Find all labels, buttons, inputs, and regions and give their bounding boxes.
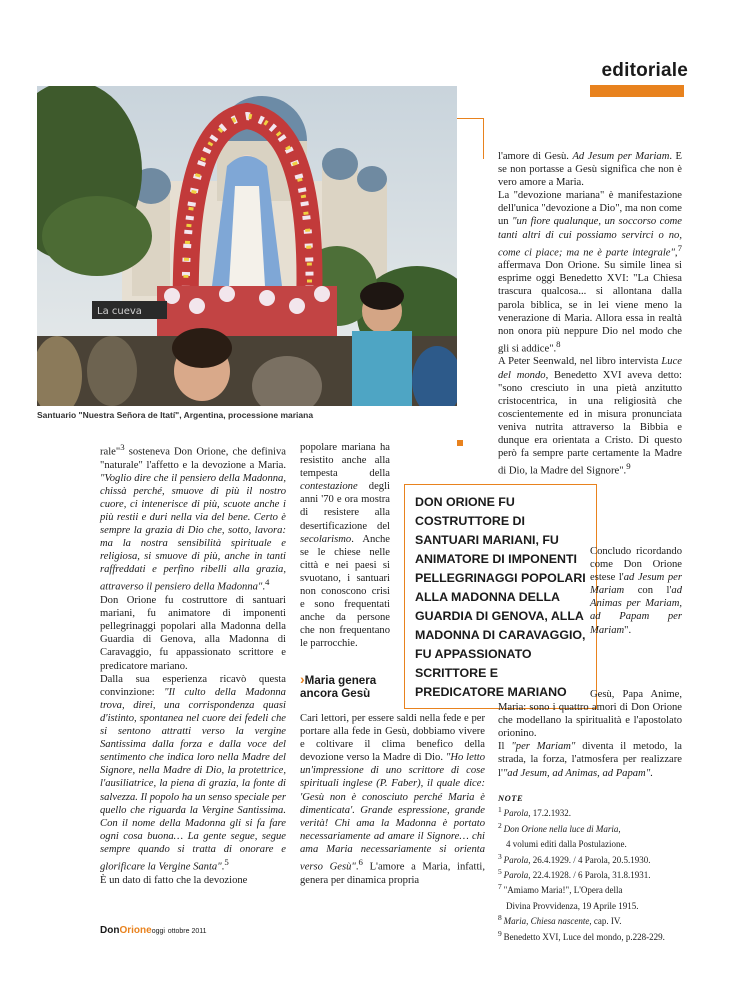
note-number: 9 xyxy=(498,928,504,938)
note-title: Parola xyxy=(503,870,529,881)
col3-paragraph-3: A Peter Seenwald, nel libro intervista Luce del mondo, Benedetto XVI aveva detto: "sono cresciuto in una pietà anzitutto cristocentrica, in una religiosità che coscientemente ed in misura pronunciata veniva nutrita attraverso la Bibbia e dunque era orientata a Cristo. Di questo però fa sempre parte certamente la Madre di Dio, la Madre del Signore".$^9$ xyxy=(498,356,682,477)
col3-paragraph-6: Il "per Mariam" diventa il metodo, la strada, la forza, l'atmosfera per realizzare l'"ad Jesum, ad Animas, ad Papam". xyxy=(498,741,682,779)
col1-paragraph-2: Don Orione fu costruttore di santuari mariani, fu animatore di imponenti pellegrinaggi popolari alla Madonna della Guardia di Genova, alla Madonna di Caravaggio, fu appassionato scrittore e predicatore mariano. xyxy=(100,595,286,672)
note-title: Don Orione nella luce di Maria xyxy=(503,823,619,834)
note-text: Benedetto XVI, Luce del mondo, p.228-229. xyxy=(503,931,665,942)
photo-caption: Santuario "Nuestra Señora de Itatí", Argentina, processione mariana xyxy=(37,410,314,420)
footer-brand xyxy=(100,925,207,936)
col3-paragraph-5: Gesù, Papa Anime, Maria: sono i quattro amori di Don Orione che modellano la spiritualità e l'apostolato orionino. xyxy=(498,689,682,740)
note-number: 3 xyxy=(498,851,504,861)
column-3-bottom xyxy=(498,688,682,780)
note-text: "Amiamo Maria!", L'Opera della xyxy=(503,885,623,896)
column-3-narrow xyxy=(590,545,682,637)
col3-paragraph-4: Concludo ricordando come Don Orione estese l'ad Jesum per Mariam con l'ad Animas per Mariam, ad Papam per Mariam". xyxy=(590,546,682,636)
subheading: ›Maria genera ancora Gesù xyxy=(300,671,377,700)
note-item xyxy=(498,912,682,927)
col3-paragraph-1: l'amore di Gesù. Ad Jesum per Mariam. E se non portasse a Gesù significa che non è vero amore a Maria. xyxy=(498,151,682,189)
col1-paragraph-4: È un dato di fatto che la devozione xyxy=(100,874,248,886)
note-number: 7 xyxy=(498,882,504,892)
note-item xyxy=(498,928,682,943)
note-number: 5 xyxy=(498,867,504,877)
note-text: , 22.4.1928. / 6 Parola, 31.8.1931. xyxy=(528,870,651,881)
col2-paragraph-2: Cari lettori, per essere saldi nella fede e per portare alla fede in Gesù, dobbiamo vivere e coltivare il clima benefico della devozione verso la Madre di Dio. "Ho letto un'impressione di uno scrittore di cose spirituali inglese (P. Faber), il quale dice: 'Gesù non è conosciuto perché Maria è dimenticata'. Grande espressione, grande verità! Chi ama la Madonna è portato necessariamente ad amare il Signore… chi ama Maria necessariamente si orienta verso Gesù".$^6$ L'amore a Maria, infatti, genera per dinamica propria xyxy=(300,713,486,886)
note-text: , 17.2.1932. xyxy=(528,808,572,819)
note-number: 1 xyxy=(498,805,504,815)
footer-brand-orione: Orione xyxy=(119,925,152,936)
note-item xyxy=(498,835,682,850)
note-number: 2 xyxy=(498,820,504,830)
note-item xyxy=(498,881,682,896)
svg-text:La cueva: La cueva xyxy=(97,306,142,317)
note-title: Parola xyxy=(503,854,529,865)
note-text: 4 volumi editi dalla Postulazione. xyxy=(506,839,627,850)
note-number: 8 xyxy=(498,913,504,923)
note-text: , xyxy=(618,823,621,834)
note-text: , 26.4.1929. / 4 Parola, 20.5.1930. xyxy=(528,854,651,865)
note-item xyxy=(498,897,682,912)
col3-paragraph-2: La "devozione mariana" è manifestazione dell'unica "devozione a Dio", ma non come un "un fiore qualunque, un soccorso come tanti altri di cui possiamo servirci o no, come ci piace; ma ne è parte integrale",$^7$ affermava Don Orione. Su simile linea si esprime oggi Benedetto XVI: "La Chiesa trascura qualcosa... si allontana dalla parola biblica, se in lei viene meno la venerazione di Maria. Allora essa in realtà non onora più neppure Dio nel modo che gli si addice".$^8$ xyxy=(498,190,682,355)
decorative-frame xyxy=(457,118,484,159)
pull-quote: DON ORIONE FU COSTRUTTORE DI SANTUARI MARIANI, FU ANIMATORE DI IMPONENTI PELLEGRINAGGI POPOLARI ALLA MADONNA DELLA GUARDIA DI GENOVA, ALLA MADONNA DI CARAVAGGIO, FU APPASSIONATO SCRITTORE E PREDICATORE MARIANO xyxy=(404,484,597,709)
note-item xyxy=(498,851,682,866)
col2-paragraph-1: popolare mariana ha resistito anche alla tempesta della contestazione degli anni '70 e ora mostra di resistere alla desertificazione del secolarismo. Anche se le chiese nelle città e nei paesi si svuotano, i santuari non conoscono crisi e sono frequentati anche da persone che non frequentano le parrocchie. xyxy=(300,442,390,650)
note-text: Divina Provvidenza, 19 Aprile 1915. xyxy=(506,900,639,911)
column-3 xyxy=(498,150,682,478)
footer-brand-oggi: oggi xyxy=(151,928,165,935)
column-1 xyxy=(100,441,286,887)
notes-block xyxy=(498,793,682,943)
chevron-right-icon: › xyxy=(300,671,305,687)
note-item xyxy=(498,866,682,881)
notes-title: NOTE xyxy=(498,793,524,803)
column-2b xyxy=(300,712,485,887)
col1-paragraph-3: Dalla sua esperienza ricavò questa convinzione: "Il culto della Madonna trova, direi, una corrispondenza quasi d'istinto, spontanea nel cuore dei fedeli che si sentono attratti verso la vergine Santissima dalla forza e dalla voce del sentimento che indica loro nella Madre del Signore, nella Madre di Dio, la protettrice, l'ausiliatrice, la piena di grazia, la fonte di salvezza. Il popolo ha un senso speciale per quello che riguarda la Vergine Santissima. Con il nome della Madonna gli si fa fare ogni cosa buona… La gente segue, segue sempre quando si tratta di onorare e glorificare la Vergine Santa".$^5$ xyxy=(100,673,286,873)
notes-list xyxy=(498,804,682,943)
col1-paragraph-1: rale"$^3$ sosteneva Don Orione, che definiva "naturale" l'affetto e la devozione a Maria. "Voglio dire che il pensiero della Madonna, chissà perché, smuove di più il nostro cuore, ci intenerisce di più, scuote anche i più restii e duri nella via del bene. Certo è sempre la grazia di Dio che, sotto, lavora: ma la nostra sensibilità spirituale e religiosa, si smuove di più, anche in tanti raffreddati e perfino ribelli alla grazia, attraverso il pensiero della Madonna".$^4$ xyxy=(100,442,286,593)
procession-photo xyxy=(37,86,457,406)
section-title: editoriale xyxy=(601,60,688,81)
footer-issue: ottobre 2011 xyxy=(167,928,207,935)
note-title: Maria, Chiesa nascente xyxy=(503,916,590,927)
footer-brand-don: Don xyxy=(100,925,120,936)
note-item xyxy=(498,804,682,819)
note-item xyxy=(498,820,682,835)
note-title: Parola xyxy=(503,808,529,819)
note-text: , cap. IV. xyxy=(589,916,622,927)
section-accent-bar xyxy=(590,85,684,97)
